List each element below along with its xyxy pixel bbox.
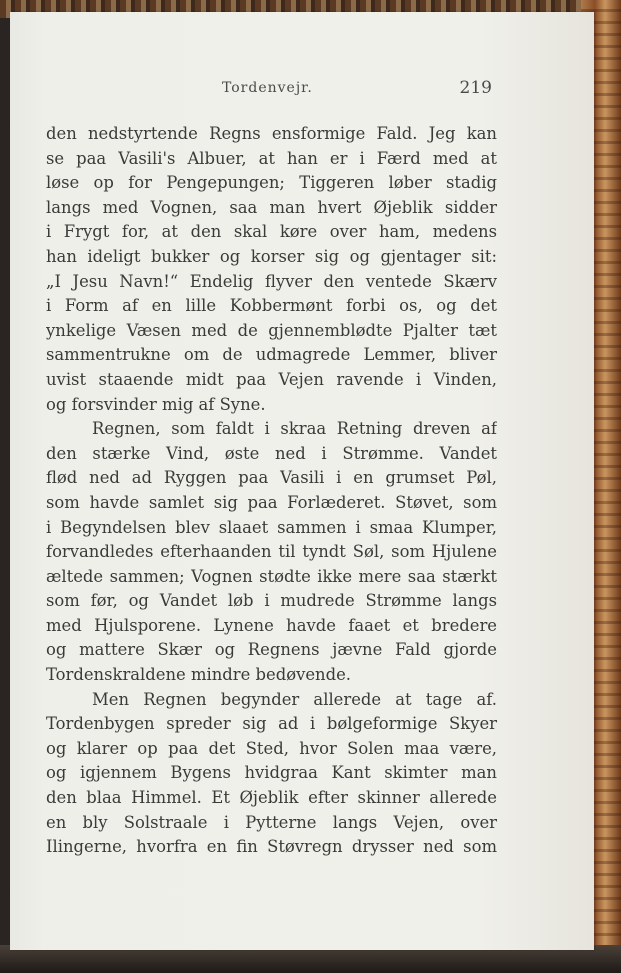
text-line: den stærke Vind, øste ned i Strømme. Vandet [46, 443, 497, 463]
text-line: se paa Vasili's Albuer, at han er i Færd med at [46, 148, 497, 168]
text-line: Tordenbygen spreder sig ad i bølgeformige Skyer [46, 714, 497, 734]
text-line: ynkelige Væsen med de gjennemblødte Pjalter tæt [46, 320, 497, 340]
text-line: Ilingerne, hvorfra en fin Støvregn drysser ned som [46, 837, 497, 857]
body-text [46, 122, 497, 860]
text-line: forvandledes efterhaanden til tyndt Søl, som Hjulene [46, 542, 497, 562]
text-line: og mattere Skær og Regnens jævne Fald gjorde [46, 640, 497, 660]
text-line-paragraph-start: Men Regnen begynder allerede at tage af. [92, 689, 497, 709]
text-line: som havde samlet sig paa Forlæderet. Støvet, som [46, 492, 497, 512]
text-line: i Begyndelsen blev slaaet sammen i smaa Klumper, [46, 517, 497, 537]
text-line-paragraph-end: Tordenskraldene mindre bedøvende. [46, 665, 352, 685]
text-line: som før, og Vandet løb i mudrede Strømme langs [46, 591, 497, 611]
text-line: den nedstyrtende Regns ensformige Fald. Jeg kan [46, 124, 497, 143]
book-page [10, 12, 594, 950]
page-number: 219 [459, 78, 492, 98]
text-line: den blaa Himmel. Et Øjeblik efter skinner allerede [46, 788, 497, 808]
text-line: han ideligt bukker og korser sig og gjentager sit: [46, 246, 497, 266]
text-line: og igjennem Bygens hvidgraa Kant skimter man [46, 763, 497, 783]
running-title: Tordenvejr. [222, 80, 313, 96]
text-line: langs med Vognen, saa man hvert Øjeblik sidder [46, 197, 497, 217]
text-line: uvist staaende midt paa Vejen ravende i Vinden, [46, 369, 497, 389]
text-line: en bly Solstraale i Pytterne langs Vejen, over [46, 812, 497, 832]
text-line: i Form af en lille Kobbermønt forbi os, og det [46, 296, 497, 316]
text-line: æltede sammen; Vognen stødte ikke mere saa stærkt [46, 566, 497, 586]
text-line: flød ned ad Ryggen paa Vasili i en grumset Pøl, [46, 468, 497, 488]
text-line: sammentrukne om de udmagrede Lemmer, bliver [46, 345, 497, 365]
text-line-paragraph-end: og forsvinder mig af Syne. [46, 394, 266, 414]
text-line: med Hjulsporene. Lynene havde faaet et bredere [46, 615, 497, 635]
text-line: og klarer op paa det Sted, hvor Solen maa være, [46, 738, 497, 758]
text-line-paragraph-start: Regnen, som faldt i skraa Retning dreven af [92, 419, 497, 439]
text-line: i Frygt for, at den skal køre over ham, medens [46, 222, 497, 242]
running-head [46, 78, 492, 100]
text-line: løse op for Pengepungen; Tiggeren løber stadig [46, 173, 497, 193]
text-line: „I Jesu Navn!“ Endelig flyver den ventede Skærv [46, 271, 497, 291]
